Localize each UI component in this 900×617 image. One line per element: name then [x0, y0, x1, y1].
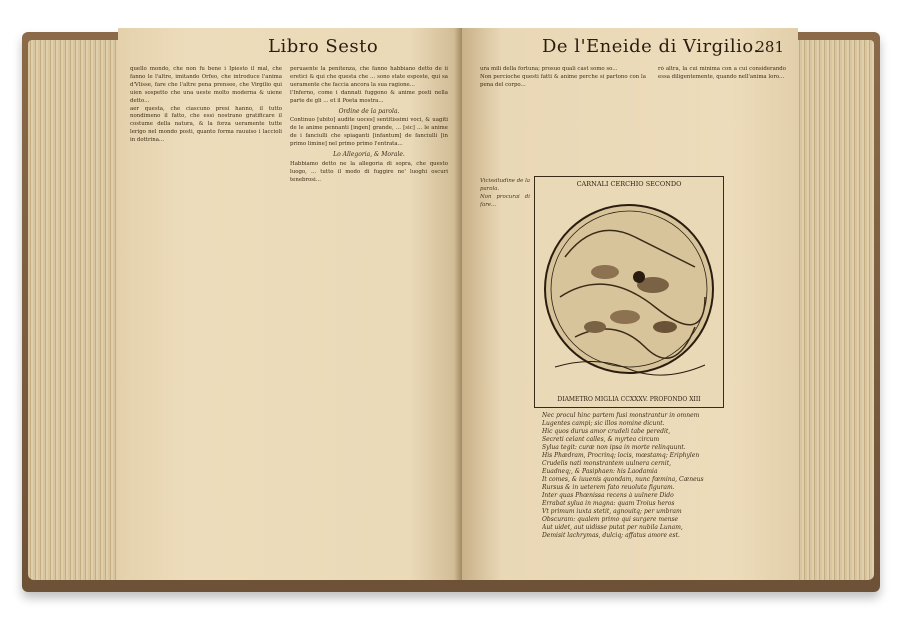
page-number: 281 [755, 38, 784, 56]
left-col2-para-1: peruaente la penitenza, che fanno habbiano detto de ii eretici & qui che questa che ... sono state esposte, qui sa ueramente che faccia ancora la sua ragione... [290, 66, 448, 88]
verse-line: Secreti celant calles, & myrtea circum [542, 436, 660, 443]
left-page [118, 28, 462, 580]
open-book [22, 18, 880, 598]
right-margin-notes [480, 178, 530, 578]
verse-line: Demisit lachrymas, dulciq; affatus amore est. [542, 532, 680, 539]
section-heading-allegory: Lo Allegoria, & Morale. [333, 151, 405, 159]
left-col2-para-3: Continuo [ubito] audite uoces] sentitissimi voci, & uagiti de le anime pennanti [ingen] grande, ... [sic] ... le anime de i fanciulli che spiaganti [infantum] de fanciulli [in primo limine] nel primo primo l'entrata... [290, 117, 448, 148]
right-col3-para-1: rò altra, la cui minima con a cui considerando essa diligentemente, quando nell'anima loro... [658, 66, 786, 80]
verse-line: Aut uidet, aut uidisse putat per nubila Lunam, [542, 524, 683, 531]
right-page [462, 28, 798, 580]
verse-line: Nec procul hinc partem fusi monstrantur in omnem [542, 412, 700, 419]
verse-line: It comes, & iuuenis quondam, nunc fœmina, Cæneus [542, 476, 704, 483]
left-running-head: Libro Sesto [268, 36, 379, 57]
left-column-2 [290, 66, 448, 571]
verse-line: Euadneq;, & Pasiphaen: his Laodamia [542, 468, 658, 475]
section-heading-order: Ordine de la parola. [338, 107, 400, 115]
illustration-top-caption: CARNALI CERCHIO SECONDO [576, 180, 682, 188]
verse-line: Hic quos durus amor crudeli tabe peredit, [542, 428, 671, 435]
left-col1-para-2: aer questa, che ciascuno presi hanno, il tutto nondimeno il fatto, che essi nostrano gratificare il costume della natura, & la forza ueramente tutte lerigo nel mondo posti, quanto forma rauuiso i laccioli in dottrina... [130, 105, 282, 144]
woodcut-illustration [534, 176, 724, 408]
verse-line: Sylua tegit: curæ non ipsa in morte relinquunt. [542, 444, 686, 451]
verse-line: Errabat sylua in magna: quam Troius heros [542, 500, 675, 507]
verse-line: Crudelis nati monstrantem uulnera cernit, [542, 460, 672, 467]
illustration-bottom-caption: DIAMETRO MIGLIA CCXXXV. PROFONDO XIII [557, 396, 701, 403]
latin-verse-block [542, 412, 742, 540]
right-running-head: De l'Eneide di Virgilio. [542, 36, 760, 57]
left-col1-para-1: quello mondo, che non fu bene i Ipiesto il mal, che fanno le l'altre, imitando Orfeo, che introduce l'anima d'Vlisse, fare che l'altre pena prensee, che Virgilio qui uien sospetto che una ueste molto moderna & uiene detto... [130, 66, 282, 104]
verse-line: Vt primum iuxta stetit, agnouitq; per umbram [542, 508, 682, 515]
margin-note-2: Non procurai di fare... [480, 193, 530, 208]
circle-of-lust-woodcut [535, 177, 723, 407]
left-col2-para-4: Habbiamo detto ne la allegoria di sopra, che questo luogo, ... tutto il modo di fuggire ne' luoghi oscuri tenebrosi... [290, 160, 448, 183]
right-col1-para-2: Non percioche questi fatti & anime perche si partono con la pena del corpo... [480, 73, 646, 88]
verse-line: Rursus & in ueterem fato reuoluta figuram. [542, 484, 675, 491]
verse-line: Lugentes campi; sic illos nomine dicunt. [542, 420, 665, 427]
verse-line: Inter quas Phœnissa recens à uulnere Dido [542, 492, 674, 499]
right-col1-para-1: ura mili della fortuna; prosuo quali cast somo so... [480, 66, 618, 72]
verse-line: His Phædram, Procrinq; locis, mœstamq; Eriphylen [542, 452, 700, 459]
verse-line: Obscuram: qualem primo qui surgere mense [542, 516, 679, 523]
left-column-1 [130, 66, 282, 571]
margin-note-1: Vicissitudine de la parola. [480, 178, 530, 192]
left-col2-para-2: l'Inferno, come i dannati fuggono & anime posti nella parte de gli ... et il Poeta mostra... [290, 89, 448, 104]
right-column-1 [480, 66, 646, 170]
